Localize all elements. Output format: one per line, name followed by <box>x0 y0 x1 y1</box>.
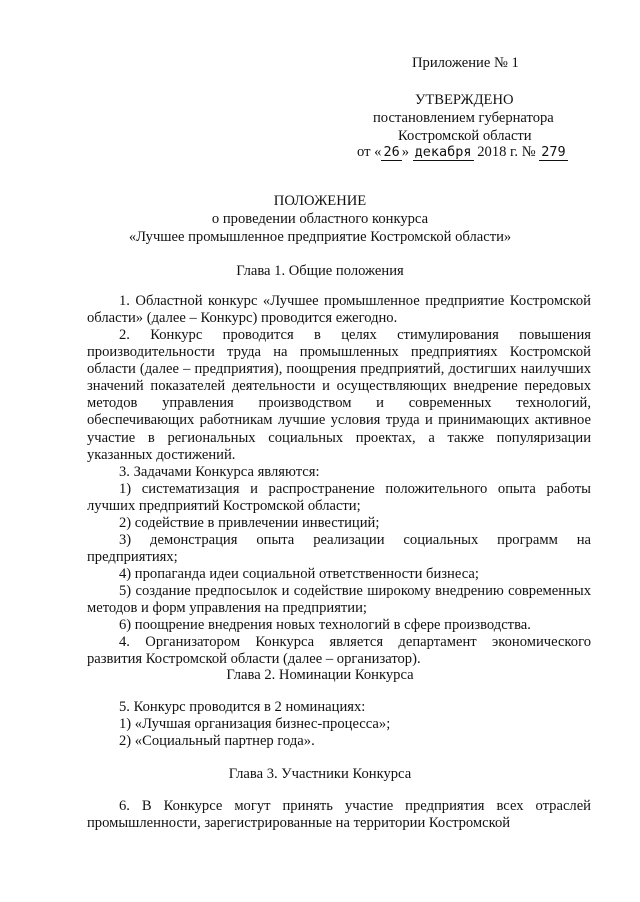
approved-by-line: постановлением губернатора <box>373 110 554 126</box>
decree-month: декабря <box>414 144 472 160</box>
chapter-1-heading: Глава 1. Общие положения <box>236 263 404 279</box>
chapter-3-heading: Глава 3. Участники Конкурса <box>228 766 412 782</box>
nomination-item-2: 2) «Социальный партнер года». <box>119 733 315 750</box>
appendix-label: Приложение № 1 <box>412 55 519 71</box>
paragraph-5: 5. Конкурс проводится в 2 номинациях: <box>119 699 366 715</box>
task-item-3: 3) демонстрация опыта реализации социальных программ на предприятиях; <box>87 531 591 565</box>
paragraph-6: 6. В Конкурсе могут принять участие предприятия всех отраслей промышленности, зарегистрированные на территории Костромской <box>87 798 591 832</box>
date-prefix: от « <box>357 144 382 160</box>
document-subtitle-1: о проведении областного конкурса <box>211 211 429 227</box>
nomination-item-1: 1) «Лучшая организация бизнес-процесса»; <box>119 716 391 733</box>
task-item-1: 1) систематизация и распространение положительного опыта работы лучших предприятий Костромской области; <box>87 480 591 514</box>
chapter-2-heading: Глава 2. Номинации Конкурса <box>226 667 414 683</box>
paragraph-3: 3. Задачами Конкурса являются: <box>119 463 320 480</box>
chapter-3-body <box>87 798 591 832</box>
region-line: Костромской области <box>398 128 532 144</box>
task-item-6: 6) поощрение внедрения новых технологий в сфере производства. <box>119 617 531 634</box>
chapter-1-body <box>87 293 591 668</box>
decree-date-line: от « 26 » декабря 2018 г. № 279 <box>357 144 566 160</box>
decree-day: 26 <box>383 144 400 160</box>
chapter-2-body <box>87 699 591 750</box>
approved-label: УТВЕРЖДЕНО <box>415 92 514 108</box>
task-item-2: 2) содействие в привлечении инвестиций; <box>119 514 380 531</box>
document-subtitle-2: «Лучшее промышленное предприятие Костромской области» <box>128 229 512 245</box>
task-item-5: 5) создание предпосылок и содействие широкому внедрению современных методов и форм управления на предприятии; <box>87 583 591 617</box>
paragraph-2: 2. Конкурс проводится в целях стимулирования повышения производительности труда на промышленных предприятиях Костромской области (далее – предприятия), поощрения предприятий, достигших наилучших значений показателей деятельности и осуществляющих внедрение передовых методов управления производством и современных технологий, обеспечивающих работникам лучшие условия труда и принимающих активное участие в региональных социальных проектах, а также популяризации указанных достижений. <box>87 327 591 463</box>
decree-number: 279 <box>541 144 566 160</box>
paragraph-1: 1. Областной конкурс «Лучшее промышленное предприятие Костромской области» (далее – Конкурс) проводится ежегодно. <box>87 293 591 327</box>
task-item-4: 4) пропаганда идеи социальной ответственности бизнеса; <box>119 566 479 582</box>
document-title: ПОЛОЖЕНИЕ <box>273 193 367 209</box>
paragraph-4: 4. Организатором Конкурса является департамент экономического развития Костромской области (далее – организатор). <box>87 634 591 668</box>
decree-year: 2018 г. № <box>477 144 536 160</box>
